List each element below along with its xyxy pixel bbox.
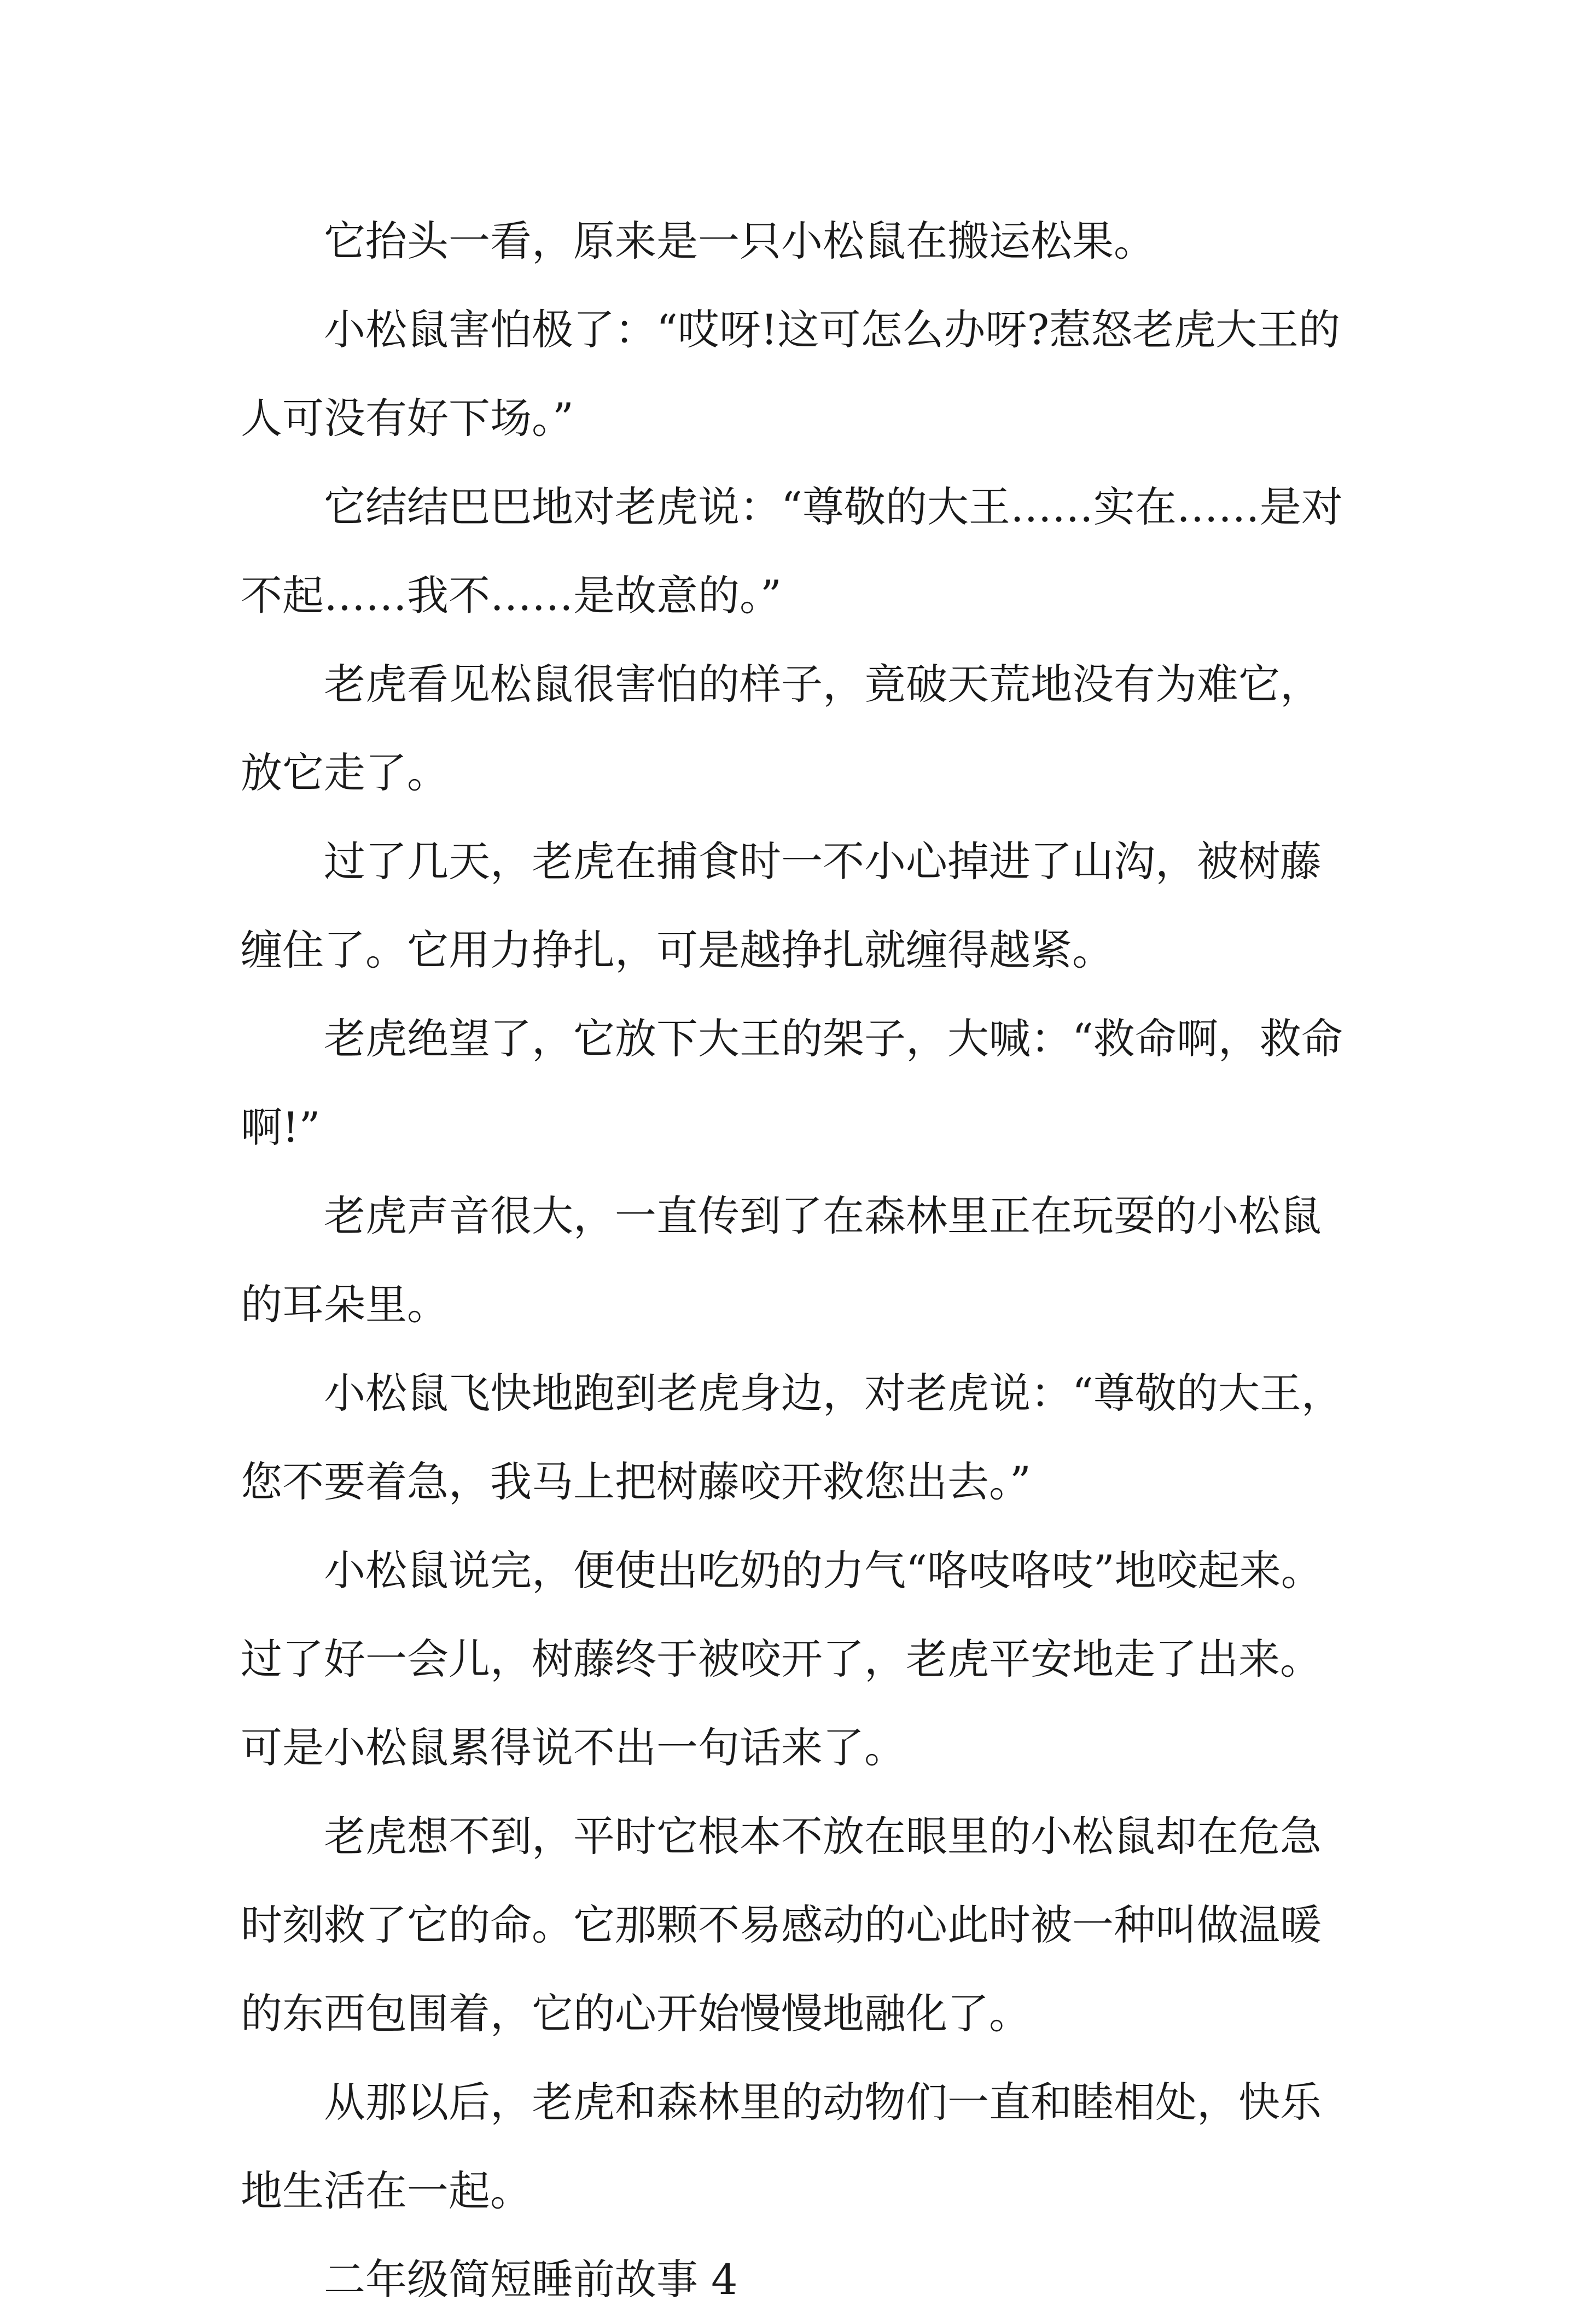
paragraph-6: 老虎绝望了，它放下大王的架子，大喊：“救命啊，救命啊!” [241, 1014, 1343, 1152]
paragraph-7: 老虎声音很大，一直传到了在森林里正在玩耍的小松鼠的耳朵里。 [241, 1192, 1322, 1329]
section-heading: 二年级简短睡前故事 4 [324, 2255, 738, 2304]
paragraph-2: 小松鼠害怕极了：“哎呀!这可怎么办呀?惹怒老虎大王的人可没有好下场。” [241, 305, 1341, 443]
paragraph-10: 老虎想不到，平时它根本不放在眼里的小松鼠却在危急时刻救了它的命。它那颗不易感动的心此时被一种叫做温暖的东西包围着，它的心开始慢慢地融化了。 [241, 1812, 1322, 2038]
story-text [241, 197, 1357, 2324]
paragraph-1: 它抬头一看，原来是一只小松鼠在搬运松果。 [324, 217, 1155, 265]
paragraph-4: 老虎看见松鼠很害怕的样子，竟破天荒地没有为难它，放它走了。 [241, 660, 1322, 797]
paragraph-8: 小松鼠飞快地跑到老虎身边，对老虎说：“尊敬的大王，您不要着急，我马上把树藤咬开救您出去。” [241, 1369, 1343, 1506]
paragraph-11: 从那以后，老虎和森林里的动物们一直和睦相处，快乐地生活在一起。 [241, 2078, 1322, 2215]
paragraph-3: 它结结巴巴地对老虎说：“尊敬的大王……实在……是对不起……我不……是故意的。” [241, 483, 1343, 620]
paragraph-5: 过了几天，老虎在捕食时一不小心掉进了山沟，被树藤缠住了。它用力挣扎，可是越挣扎就缠得越紧。 [241, 837, 1322, 974]
paragraph-9: 小松鼠说完，便使出吃奶的力气“咯吱咯吱”地咬起来。过了好一会儿，树藤终于被咬开了，老虎平安地走了出来。可是小松鼠累得说不出一句话来了。 [241, 1546, 1323, 1772]
